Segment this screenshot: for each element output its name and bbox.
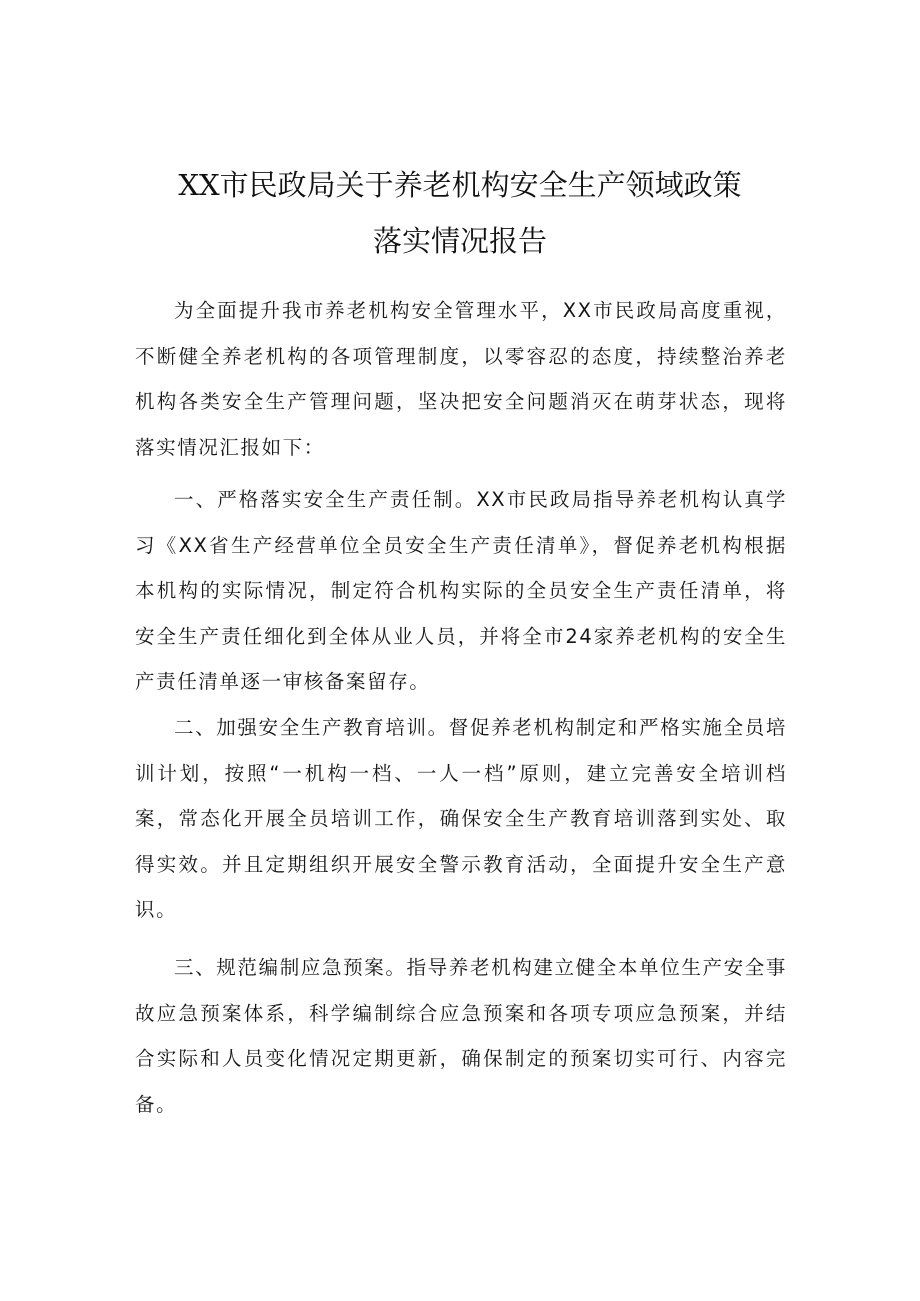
section-1-paragraph: 一、严格落实安全生产责任制。XX市民政局指导养老机构认真学习《XX省生产经营单位全员安全生产责任清单》，督促养老机构根据本机构的实际情况，制定符合机构实际的全员安全生产责任清单，将安全生产责任细化到全体从业人员，并将全市24家养老机构的安全生产责任清单逐一审核备案留存。	[135, 488, 787, 693]
section-2-paragraph: 二、加强安全生产教育培训。督促养老机构制定和严格实施全员培训计划，按照“一机构一档、一人一档”原则，建立完善安全培训档案，常态化开展全员培训工作，确保安全生产教育培训落到实处、取得实效。并且定期组织开展安全警示教育活动，全面提升安全生产意识。	[135, 716, 787, 921]
intro-paragraph: 为全面提升我市养老机构安全管理水平，XX市民政局高度重视，不断健全养老机构的各项管理制度，以零容忍的态度，持续整治养老机构各类安全生产管理问题，坚决把安全问题消灭在萌芽状态，现将落实情况汇报如下：	[135, 299, 787, 459]
section-3-paragraph: 三、规范编制应急预案。指导养老机构建立健全本单位生产安全事故应急预案体系，科学编制综合应急预案和各项专项应急预案，并结合实际和人员变化情况定期更新，确保制定的预案切实可行、内容完备。	[135, 956, 787, 1116]
document-title-line-2: 落实情况报告	[372, 224, 547, 258]
document-title-line-1: XX市民政局关于养老机构安全生产领域政策	[178, 168, 742, 202]
